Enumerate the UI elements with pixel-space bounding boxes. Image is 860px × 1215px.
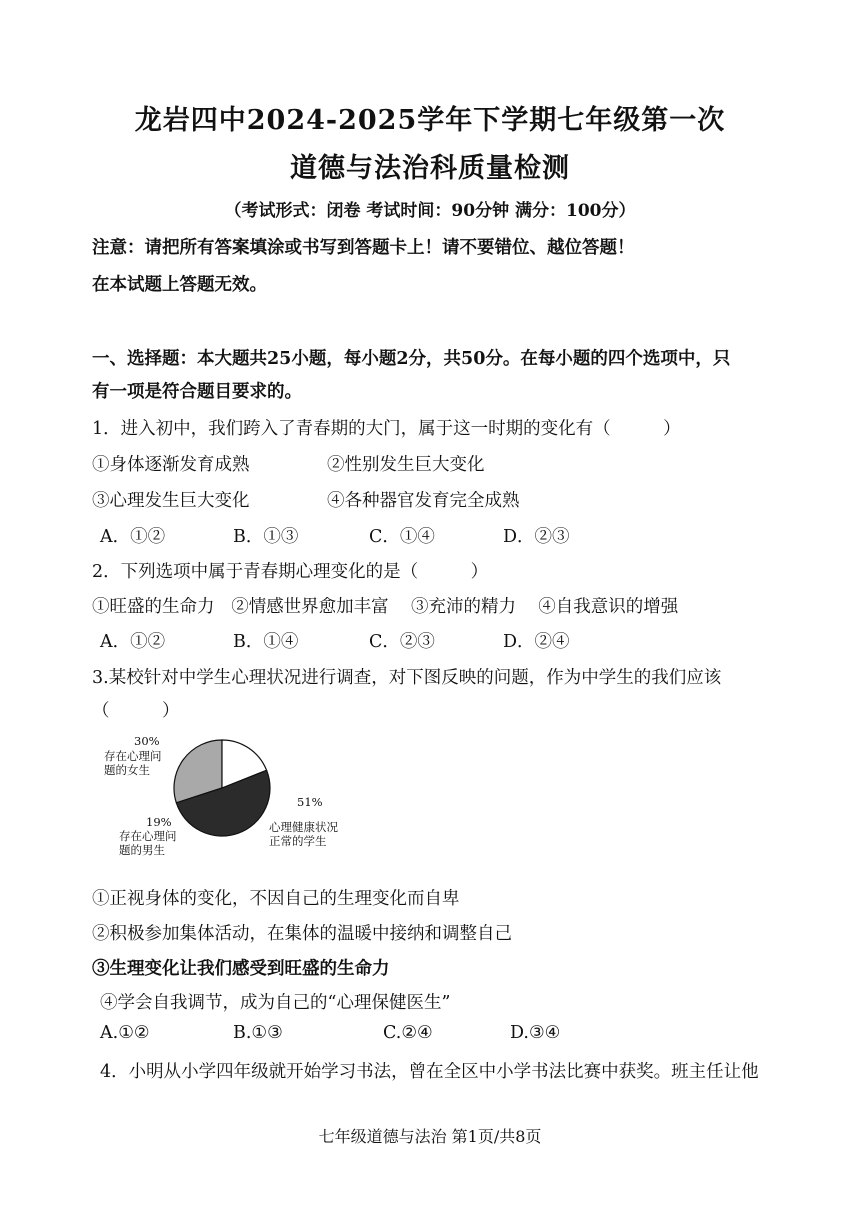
q1-item: ④各种器官发育完全成熟: [327, 491, 520, 511]
exam-info: （考试形式：闭卷 考试时间：90分钟 满分：100分）: [224, 201, 636, 221]
section1-intro-line2: 有一项是符合题目要求的。: [92, 382, 302, 402]
slice-label-pct: 51%: [297, 795, 323, 809]
q1-item: ②性别发生巨大变化: [327, 455, 485, 475]
q1-option-a: A．①②: [100, 527, 166, 547]
q1-option-b: B．①③: [233, 527, 299, 547]
page-footer: 七年级道德与法治 第1页/共8页: [318, 1127, 542, 1146]
slice-label: 题的男生: [119, 843, 165, 857]
exam-title-line2: 道德与法治科质量检测: [290, 153, 570, 184]
q2-option-d: D．②④: [503, 632, 570, 652]
q2-option-a: A．①②: [100, 632, 166, 652]
notice-line2: 在本试题上答题无效。: [92, 275, 267, 295]
slice-label: 心理健康状况: [269, 820, 338, 834]
q2-items: ①旺盛的生命力 ②情感世界愈加丰富 ③充沛的精力 ④自我意识的增强: [92, 597, 679, 617]
slice-label: 存在心理问: [104, 749, 162, 763]
q3-option-c: C.②④: [383, 1023, 433, 1043]
pie-chart: [92, 728, 362, 868]
slice-label: 题的女生: [104, 763, 150, 777]
slice-label-pct: 19%: [146, 815, 172, 829]
exam-title-line1: 龙岩四中2024-2025学年下学期七年级第一次: [134, 105, 726, 136]
q3-item: ②积极参加集体活动，在集体的温暖中接纳和调整自己: [92, 924, 512, 944]
q3-stem-line2: （ ）: [92, 701, 180, 721]
q1-option-c: C．①④: [369, 527, 435, 547]
slice-label-pct: 30%: [134, 734, 160, 748]
q2-stem: 2．下列选项中属于青春期心理变化的是（ ）: [92, 562, 489, 582]
q3-option-d: D.③④: [510, 1023, 561, 1043]
q3-option-b: B.①③: [233, 1023, 283, 1043]
q1-item: ③心理发生巨大变化: [92, 491, 250, 511]
q2-option-b: B．①④: [233, 632, 299, 652]
slice-label: 存在心理问: [119, 829, 177, 843]
q2-option-c: C．②③: [369, 632, 435, 652]
q3-option-a: A.①②: [100, 1023, 150, 1043]
q3-item: ③生理变化让我们感受到旺盛的生命力: [92, 959, 390, 979]
section1-intro-line1: 一、选择题：本大题共25小题，每小题2分，共50分。在每小题的四个选项中，只: [92, 349, 731, 369]
q3-item: ①正视身体的变化，不因自己的生理变化而自卑: [92, 889, 460, 909]
q1-item: ①身体逐渐发育成熟: [92, 455, 250, 475]
notice-line1: 注意：请把所有答案填涂或书写到答题卡上！请不要错位、越位答题！: [92, 238, 635, 258]
q3-item: ④学会自我调节，成为自己的“心理保健医生”: [100, 993, 451, 1013]
q3-stem-line1: 3.某校针对中学生心理状况进行调查，对下图反映的问题，作为中学生的我们应该: [92, 668, 722, 688]
pie-slices: [174, 740, 270, 836]
q1-option-d: D．②③: [503, 527, 570, 547]
q1-stem: 1．进入初中，我们跨入了青春期的大门，属于这一时期的变化有（ ）: [92, 419, 681, 439]
slice-label: 正常的学生: [269, 834, 327, 848]
q4-stem-line1: 4．小明从小学四年级就开始学习书法，曾在全区中小学书法比赛中获奖。班主任让他: [100, 1062, 759, 1082]
